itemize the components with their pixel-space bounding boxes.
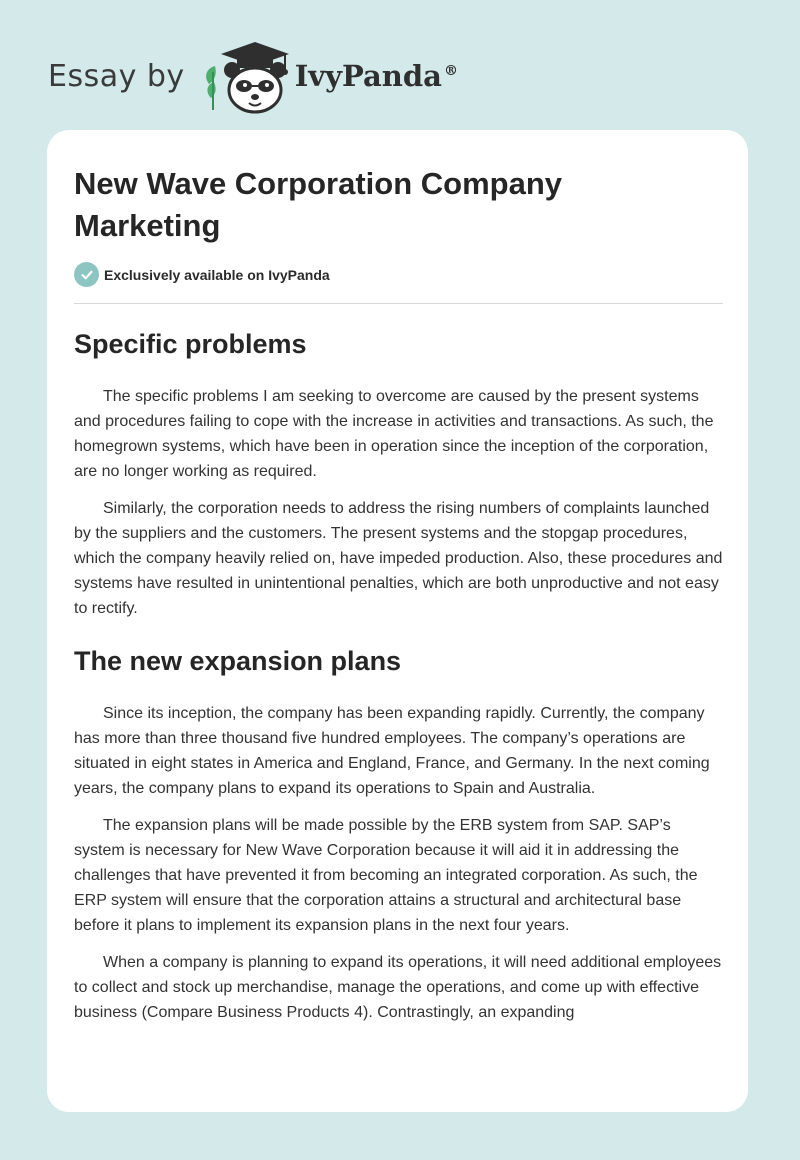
paragraph: The expansion plans will be made possible by the ERB system from SAP. SAP’s system is necessary for New Wave Corporation because it will aid it in addressing the challenges that have prevented it from becoming an integrated corporation. As such, the ERP system will ensure that the corporation attains a structural and architectural base before it plans to implement its expansion plans in the next four years.	[74, 817, 698, 934]
essay-card	[47, 130, 748, 1112]
brand-text: IvyPanda	[294, 59, 442, 93]
paragraph: Since its inception, the company has been expanding rapidly. Currently, the company has more than three thousand five hundred employees. The company’s operations are situated in eight states in America and England, France, and Germany. In the next coming years, the company plans to expand its operations to Spain and Australia.	[74, 705, 710, 797]
essay-content	[74, 322, 723, 1037]
panda-graduate-logo-icon[interactable]	[199, 36, 291, 116]
paragraph: Similarly, the corporation needs to address the rising numbers of complaints launched by the suppliers and the customers. The present systems and the stopgap procedures, which the company heavily relied on, have impeded production. Also, these procedures and systems have resulted in unintentional penalties, which are both unproductive and not easy to rectify.	[74, 500, 723, 617]
essay-by-label: Essay by	[48, 58, 185, 94]
exclusive-badge	[74, 262, 330, 287]
check-circle-icon	[74, 262, 99, 287]
divider	[74, 303, 723, 304]
paragraph: The specific problems I am seeking to overcome are caused by the present systems and procedures failing to cope with the increase in activities and transactions. As such, the homegrown systems, which have been in operation since the inception of the corporation, are no longer working as required.	[74, 388, 714, 480]
content-fade-overlay	[47, 1052, 748, 1112]
essay-title: New Wave Corporation Company Marketing	[74, 166, 563, 243]
exclusive-label: Exclusively available on IvyPanda	[104, 266, 330, 283]
registered-mark: ®	[443, 63, 458, 79]
section-heading: Specific problems	[74, 329, 307, 359]
paragraph: When a company is planning to expand its operations, it will need additional employees to collect and stock up merchandise, manage the operations, and come up with effective business (Compare Business Products 4). Contrastingly, an expanding	[74, 954, 722, 1021]
brand-name[interactable]	[295, 59, 458, 93]
site-header	[48, 36, 508, 116]
section-heading: The new expansion plans	[74, 646, 402, 676]
